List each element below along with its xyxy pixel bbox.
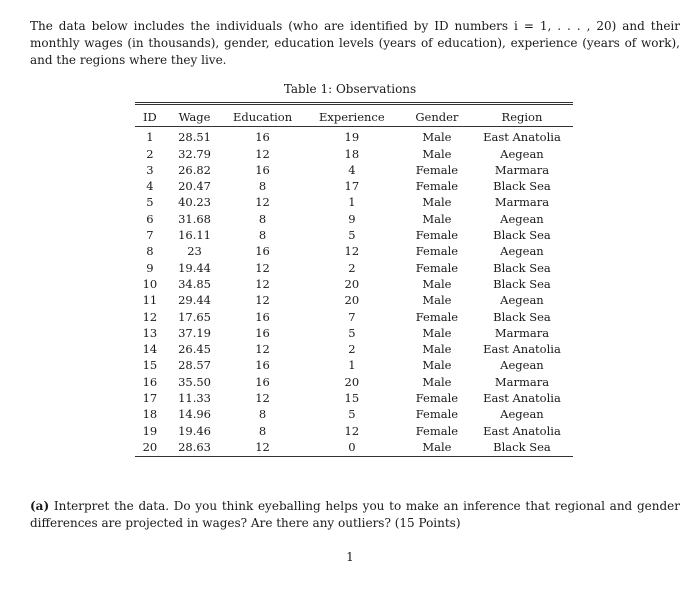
cell-education: 12 bbox=[255, 195, 270, 210]
table-row bbox=[135, 374, 573, 390]
table-row bbox=[135, 260, 573, 276]
table-row bbox=[135, 423, 573, 439]
cell-region: Aegean bbox=[500, 293, 544, 308]
cell-gender: Male bbox=[422, 439, 452, 454]
header-gender: Gender bbox=[403, 104, 471, 127]
cell-gender: Male bbox=[422, 325, 452, 340]
cell-wage: 16.11 bbox=[178, 228, 211, 243]
cell-gender: Female bbox=[415, 407, 459, 422]
cell-id: 15 bbox=[142, 358, 158, 373]
cell-education: 8 bbox=[258, 211, 267, 226]
cell-gender: Male bbox=[422, 211, 452, 226]
header-wage: Wage bbox=[165, 104, 225, 127]
cell-wage: 29.44 bbox=[178, 293, 211, 308]
cell-id: 5 bbox=[146, 195, 154, 210]
cell-region: Black Sea bbox=[493, 228, 551, 243]
question-text: Interpret the data. Do you think eyeballing helps you to make an inference that regional and gender differences are projected in wages? Are there any outliers? (15 Points) bbox=[30, 499, 680, 530]
cell-experience: 5 bbox=[348, 228, 356, 243]
header-experience: Experience bbox=[301, 104, 403, 127]
cell-wage: 26.82 bbox=[178, 162, 211, 177]
cell-gender: Female bbox=[415, 179, 459, 194]
table-row bbox=[135, 390, 573, 406]
question-a bbox=[30, 498, 680, 532]
table-row bbox=[135, 292, 573, 308]
cell-education: 8 bbox=[258, 423, 267, 438]
cell-region: Aegean bbox=[500, 146, 544, 161]
cell-gender: Female bbox=[415, 309, 459, 324]
intro-paragraph: The data below includes the individuals (who are identified by ID numbers i = 1, . . . , 20) and their monthly wages (in thousands), gender, education levels (years of education), experience (years of work), and the regions where they live. bbox=[30, 19, 680, 67]
cell-region: East Anatolia bbox=[483, 130, 561, 145]
cell-region: Aegean bbox=[500, 358, 544, 373]
table-row bbox=[135, 146, 573, 162]
cell-gender: Female bbox=[415, 228, 459, 243]
table-row bbox=[135, 194, 573, 210]
cell-experience: 1 bbox=[348, 358, 356, 373]
cell-wage: 14.96 bbox=[178, 407, 211, 422]
cell-id: 17 bbox=[142, 391, 158, 406]
cell-wage: 19.46 bbox=[178, 423, 211, 438]
cell-gender: Male bbox=[422, 358, 452, 373]
observations-table bbox=[135, 102, 573, 457]
cell-wage: 20.47 bbox=[178, 179, 211, 194]
cell-wage: 28.51 bbox=[178, 130, 211, 145]
cell-id: 4 bbox=[146, 179, 154, 194]
cell-id: 7 bbox=[146, 228, 154, 243]
cell-region: East Anatolia bbox=[483, 423, 561, 438]
table-row bbox=[135, 439, 573, 457]
cell-experience: 20 bbox=[344, 374, 360, 389]
table-row bbox=[135, 276, 573, 292]
header-region: Region bbox=[471, 104, 573, 127]
cell-region: Aegean bbox=[500, 407, 544, 422]
cell-region: Aegean bbox=[500, 211, 544, 226]
cell-gender: Male bbox=[422, 374, 452, 389]
cell-education: 12 bbox=[255, 391, 270, 406]
cell-wage: 19.44 bbox=[178, 260, 211, 275]
table-row bbox=[135, 243, 573, 259]
cell-id: 10 bbox=[142, 276, 158, 291]
cell-education: 16 bbox=[255, 358, 270, 373]
cell-experience: 5 bbox=[348, 325, 356, 340]
cell-education: 12 bbox=[255, 276, 270, 291]
cell-region: Black Sea bbox=[493, 276, 551, 291]
cell-gender: Female bbox=[415, 162, 459, 177]
table-header-row bbox=[135, 104, 573, 127]
cell-id: 12 bbox=[142, 309, 158, 324]
cell-region: Marmara bbox=[494, 195, 550, 210]
cell-gender: Male bbox=[422, 276, 452, 291]
cell-id: 6 bbox=[146, 211, 154, 226]
cell-id: 2 bbox=[146, 146, 154, 161]
cell-wage: 28.57 bbox=[178, 358, 211, 373]
cell-experience: 1 bbox=[348, 195, 356, 210]
header-education: Education bbox=[224, 104, 301, 127]
cell-id: 16 bbox=[142, 374, 158, 389]
cell-experience: 15 bbox=[344, 391, 360, 406]
cell-experience: 12 bbox=[344, 423, 360, 438]
cell-region: Aegean bbox=[500, 244, 544, 259]
cell-region: Black Sea bbox=[493, 309, 551, 324]
cell-wage: 31.68 bbox=[178, 211, 211, 226]
table-row bbox=[135, 357, 573, 373]
cell-id: 14 bbox=[142, 342, 158, 357]
table-row bbox=[135, 341, 573, 357]
cell-region: Black Sea bbox=[493, 260, 551, 275]
cell-id: 18 bbox=[142, 407, 158, 422]
cell-experience: 20 bbox=[344, 276, 360, 291]
table-row bbox=[135, 325, 573, 341]
cell-gender: Male bbox=[422, 293, 452, 308]
cell-id: 19 bbox=[142, 423, 158, 438]
cell-education: 16 bbox=[255, 162, 270, 177]
table-row bbox=[135, 211, 573, 227]
cell-wage: 35.50 bbox=[178, 374, 211, 389]
cell-gender: Female bbox=[415, 244, 459, 259]
cell-experience: 4 bbox=[348, 162, 356, 177]
cell-id: 13 bbox=[142, 325, 158, 340]
cell-region: Marmara bbox=[494, 325, 550, 340]
cell-id: 9 bbox=[146, 260, 154, 275]
table-caption: Table 1: Observations bbox=[283, 82, 417, 96]
cell-gender: Male bbox=[422, 195, 452, 210]
cell-education: 12 bbox=[255, 293, 270, 308]
page-number: 1 bbox=[346, 550, 354, 564]
cell-id: 3 bbox=[146, 162, 154, 177]
cell-region: Marmara bbox=[494, 162, 550, 177]
cell-education: 12 bbox=[255, 146, 270, 161]
cell-experience: 2 bbox=[348, 260, 356, 275]
cell-education: 8 bbox=[258, 407, 267, 422]
cell-wage: 34.85 bbox=[178, 276, 211, 291]
cell-gender: Female bbox=[415, 391, 459, 406]
cell-experience: 18 bbox=[344, 146, 360, 161]
table-row bbox=[135, 309, 573, 325]
cell-wage: 28.63 bbox=[178, 439, 211, 454]
header-id: ID bbox=[135, 104, 165, 127]
cell-region: East Anatolia bbox=[483, 342, 561, 357]
cell-wage: 26.45 bbox=[178, 342, 211, 357]
cell-education: 16 bbox=[255, 325, 270, 340]
cell-education: 16 bbox=[255, 130, 270, 145]
table-row bbox=[135, 162, 573, 178]
cell-experience: 5 bbox=[348, 407, 356, 422]
cell-education: 8 bbox=[258, 179, 267, 194]
table-row bbox=[135, 406, 573, 422]
cell-experience: 19 bbox=[344, 130, 360, 145]
cell-education: 16 bbox=[255, 309, 270, 324]
cell-region: Black Sea bbox=[493, 179, 551, 194]
cell-experience: 2 bbox=[348, 342, 356, 357]
table-row bbox=[135, 227, 573, 243]
cell-wage: 32.79 bbox=[178, 146, 211, 161]
cell-gender: Male bbox=[422, 342, 452, 357]
cell-education: 12 bbox=[255, 260, 270, 275]
cell-id: 20 bbox=[142, 439, 158, 454]
cell-gender: Male bbox=[422, 146, 452, 161]
question-label: (a) bbox=[30, 499, 50, 513]
cell-wage: 17.65 bbox=[178, 309, 211, 324]
cell-education: 16 bbox=[255, 244, 270, 259]
cell-region: Marmara bbox=[494, 374, 550, 389]
cell-wage: 40.23 bbox=[178, 195, 211, 210]
cell-wage: 37.19 bbox=[178, 325, 211, 340]
cell-id: 11 bbox=[142, 293, 158, 308]
cell-wage: 11.33 bbox=[178, 391, 211, 406]
cell-gender: Female bbox=[415, 260, 459, 275]
cell-region: East Anatolia bbox=[483, 391, 561, 406]
cell-id: 8 bbox=[146, 244, 154, 259]
cell-gender: Male bbox=[422, 130, 452, 145]
cell-experience: 12 bbox=[344, 244, 360, 259]
cell-wage: 23 bbox=[187, 244, 202, 259]
cell-experience: 17 bbox=[344, 179, 360, 194]
table-body bbox=[135, 127, 573, 457]
cell-gender: Female bbox=[415, 423, 459, 438]
cell-education: 8 bbox=[258, 228, 267, 243]
cell-experience: 9 bbox=[348, 211, 356, 226]
cell-region: Black Sea bbox=[493, 439, 551, 454]
cell-experience: 20 bbox=[344, 293, 360, 308]
table-row bbox=[135, 127, 573, 146]
cell-experience: 0 bbox=[348, 439, 356, 454]
cell-education: 12 bbox=[255, 439, 270, 454]
cell-education: 12 bbox=[255, 342, 270, 357]
cell-id: 1 bbox=[146, 130, 154, 145]
cell-education: 16 bbox=[255, 374, 270, 389]
table-row bbox=[135, 178, 573, 194]
cell-experience: 7 bbox=[348, 309, 356, 324]
